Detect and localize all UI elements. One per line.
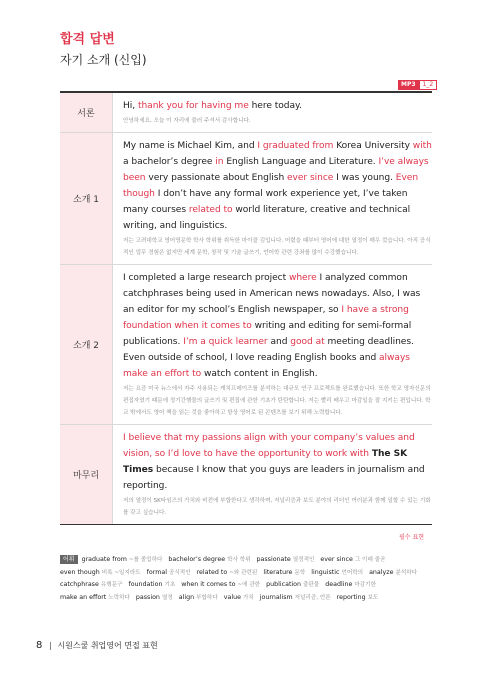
vocabulary-term: foundation — [128, 581, 163, 588]
vocabulary-meaning: 언어학의 — [341, 569, 364, 576]
vocabulary-item — [197, 567, 258, 580]
vocabulary-meaning: 문학 — [294, 569, 306, 576]
vocabulary-term: passionate — [256, 556, 291, 563]
vocabulary-term: bachelor’s degree — [168, 556, 226, 563]
vocabulary-item — [60, 592, 130, 605]
row-label: 마무리 — [60, 425, 113, 524]
vocabulary-meaning: 출판물 — [303, 582, 320, 588]
vocabulary-term: value — [223, 593, 241, 601]
row-content — [113, 93, 432, 132]
vocabulary-item — [168, 554, 250, 567]
page-number: 8 — [36, 640, 43, 651]
row-content — [113, 425, 432, 524]
vocabulary-item — [369, 567, 417, 580]
answer-row — [60, 425, 432, 525]
key-expression: in — [215, 157, 224, 167]
vocabulary-term: even though — [60, 568, 100, 576]
vocabulary-item — [337, 592, 379, 605]
key-expression: I have a strong foundation when it comes to — [123, 305, 409, 331]
key-expression: always make an effort to — [123, 353, 410, 379]
vocabulary-meaning: 마감기한 — [354, 582, 376, 588]
vocabulary-term: formal — [146, 568, 167, 576]
vocabulary-term: related to — [196, 568, 228, 576]
answer-text: I analyzed common catchphrases being used in American news nowadays. Also, I was an editor for my school’s English newspaper, so — [123, 273, 421, 315]
vocabulary-item — [263, 567, 305, 580]
answer-row — [60, 265, 432, 425]
vocabulary-box — [60, 554, 440, 604]
key-expression: related to — [188, 205, 233, 215]
vocabulary-item — [311, 567, 363, 580]
vocabulary-meaning: 열정적인 — [292, 557, 315, 563]
answer-text: world literature, creative and technical writing, and linguistics. — [123, 205, 411, 231]
answer-text: a bachelor’s degree — [123, 157, 216, 167]
vocabulary-term: ever since — [320, 556, 353, 563]
key-expression: Even though — [123, 173, 419, 199]
answer-table — [60, 93, 432, 525]
answer-text: writing and editing for semi-formal publications. — [123, 321, 412, 347]
vocabulary-term: journalism — [259, 593, 293, 601]
vocabulary-item — [82, 554, 163, 567]
answer-text: My name is Michael Kim, and — [123, 141, 258, 151]
page-heading: 합격 답변 — [60, 32, 115, 47]
vocabulary-item — [60, 579, 122, 592]
row-label: 소개 1 — [60, 133, 113, 264]
answer-text: English Language and Literature. — [223, 157, 379, 167]
key-expression: with — [412, 141, 432, 151]
vocabulary-item — [128, 579, 175, 592]
vocabulary-term: make an effort — [60, 593, 107, 601]
key-expression: thank you for having me — [137, 101, 249, 111]
korean-translation: 저의 열정이 SK타임즈의 가치와 비전에 부합한다고 생각하며, 저널리즘과 보도 분야의 리더인 여러분과 함께 일할 수 있는 기회를 갖고 싶습니다. — [123, 498, 431, 516]
page-footer — [36, 640, 158, 651]
answer-text: meeting deadlines. Even outside of school, I love reading English books and — [123, 337, 414, 363]
vocabulary-item — [60, 567, 141, 580]
vocabulary-meaning: 보도 — [367, 594, 379, 601]
korean-translation: 안녕하세요, 오늘 이 자리에 불러 주셔서 감사합니다. — [123, 118, 251, 124]
answer-text: I was young. — [333, 173, 396, 183]
vocabulary-meaning: 그 이래 줄곧 — [354, 557, 386, 563]
english-answer — [123, 138, 432, 234]
vocabulary-tag: 어휘 — [60, 555, 78, 564]
vocabulary-item — [257, 554, 315, 567]
footer-divider — [50, 642, 51, 650]
vocabulary-item — [179, 592, 218, 605]
vocabulary-meaning: 학사 학위 — [227, 557, 251, 563]
row-content — [113, 133, 432, 264]
must-expression-label: 필수 표현 — [399, 534, 425, 541]
vocabulary-item — [320, 554, 385, 567]
vocabulary-meaning: ~를 졸업하다 — [128, 557, 163, 563]
vocabulary-term: catchphrase — [60, 581, 99, 588]
vocabulary-term: literature — [263, 568, 293, 576]
answer-text: because I know that you guys are leaders in journalism and reporting. — [123, 465, 425, 491]
vocabulary-meaning: 분석하다 — [395, 569, 418, 576]
answer-row — [60, 133, 432, 265]
key-expression: I’ve always been — [123, 157, 429, 183]
vocabulary-item — [136, 592, 173, 605]
key-expression: good at — [290, 337, 325, 347]
vocabulary-meaning: 부합하다 — [196, 594, 218, 601]
vocabulary-term: reporting — [336, 593, 366, 601]
vocabulary-item — [147, 567, 191, 580]
row-content — [113, 265, 432, 424]
vocabulary-item — [181, 579, 260, 592]
vocabulary-meaning: 공식적인 — [168, 569, 191, 576]
key-expression: where — [288, 273, 317, 283]
vocabulary-term: linguistic — [311, 568, 340, 576]
vocabulary-term: analyze — [369, 568, 394, 576]
key-expression: I graduated from — [257, 141, 334, 151]
vocabulary-term: when it comes to — [181, 581, 236, 588]
english-answer — [123, 98, 432, 114]
answer-text: I don’t have any formal work experience yet, I’ve taken many courses — [123, 189, 408, 215]
audio-mp3-badge[interactable] — [398, 80, 437, 90]
audio-track-number: 1_2 — [419, 80, 438, 90]
answer-text: and — [267, 337, 291, 347]
key-expression: I believe that my passions align with your company’s values and vision, so I’d love to have the opportunity to work with — [123, 433, 415, 459]
row-label: 서론 — [60, 93, 113, 132]
answer-text: Hi, — [123, 101, 138, 111]
vocabulary-meaning: ~와 관련된 — [229, 569, 258, 576]
vocabulary-item — [266, 579, 319, 592]
vocabulary-item — [325, 579, 376, 592]
english-answer — [123, 430, 432, 494]
vocabulary-meaning: 비록 ~일지라도 — [101, 569, 141, 576]
vocabulary-meaning: 저널리즘, 언론 — [294, 594, 331, 601]
section-title: 자기 소개 (신입) — [60, 53, 147, 67]
vocabulary-term: align — [178, 593, 195, 601]
english-answer — [123, 270, 432, 382]
vocabulary-meaning: 가치 — [242, 594, 254, 601]
vocabulary-term: publication — [266, 581, 302, 588]
vocabulary-term: deadline — [325, 581, 353, 588]
headphones-mp3-icon: MP3 — [398, 80, 419, 90]
vocabulary-meaning: ~에 관한 — [237, 582, 261, 588]
vocabulary-meaning: 열정 — [161, 594, 173, 601]
answer-text: I completed a large research project — [123, 273, 289, 283]
key-expression: ever since — [287, 173, 334, 183]
korean-translation: 저는 요즘 미국 뉴스에서 자주 사용되는 캐치프레이즈를 분석하는 대규모 연구 프로젝트를 완료했습니다. 또한 학교 영자신문의 편집자였기 때문에 정기간행물의 글쓰기 및 편집에 관한 기초가 탄탄합니다. 저는 빨리 배우고 마감일을 잘 지키는 편입니다. 학교 밖에서도 영어 책을 읽는 것을 좋아하고 항상 영어로 된 콘텐츠를 보기 위해 노력합니다. — [123, 386, 431, 416]
answer-text: here today. — [248, 101, 302, 111]
vocabulary-term: passion — [135, 593, 160, 601]
answer-text: watch content in English. — [201, 369, 318, 379]
vocabulary-meaning: 유행문구 — [100, 582, 123, 588]
vocabulary-term: graduate from — [81, 556, 127, 563]
vocabulary-meaning: 기초 — [164, 582, 176, 588]
answer-text: Korea University — [333, 141, 413, 151]
row-label: 소개 2 — [60, 265, 113, 424]
key-expression: I’m a quick learner — [183, 337, 268, 347]
vocabulary-item — [260, 592, 331, 605]
korean-translation: 저는 고려대학교 영어영문학 학사 학위를 취득한 마이클 김입니다. 어렸을 때부터 영어에 대한 열정이 매우 컸습니다. 아직 공식적인 업무 경험은 없지만 세계 문학, 창작 및 기술 글쓰기, 언어학 관련 강좌를 많이 수강했습니다. — [123, 238, 431, 256]
book-title: 시원스쿨 취업영어 면접 표현 — [57, 641, 158, 650]
company-name: The SK Times — [123, 449, 408, 475]
answer-text: very passionate about English — [145, 173, 288, 183]
answer-row — [60, 93, 432, 133]
vocabulary-meaning: 노력하다 — [108, 594, 130, 601]
vocabulary-item — [224, 592, 254, 605]
